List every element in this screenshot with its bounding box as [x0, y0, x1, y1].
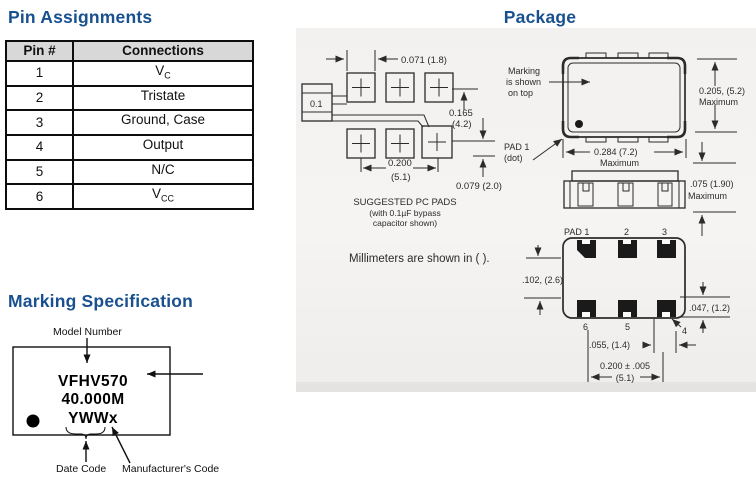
pad1-dot — [575, 120, 583, 128]
dim-body-width — [563, 139, 686, 168]
pin-connection: Tristate — [73, 86, 253, 111]
pin-connection: Output — [73, 135, 253, 160]
table-row — [6, 184, 253, 209]
marking-spec-drawing — [0, 318, 260, 485]
pin-connection: $V_{CC}$ — [73, 184, 253, 209]
pin-number: 4 — [6, 135, 73, 160]
model-number-text: VFHV570 — [58, 373, 128, 390]
castellation-tabs — [586, 53, 668, 142]
pin-assignments-title: Pin Assignments — [8, 7, 153, 27]
frequency-text: 40.000M — [61, 391, 125, 408]
date-mfr-code-text: YWWx — [68, 410, 118, 427]
svg-text:6: 6 — [583, 322, 589, 332]
pin-assignments-table — [5, 40, 254, 210]
svg-text:.075 (1.90): .075 (1.90) — [690, 179, 734, 189]
svg-text:2: 2 — [624, 227, 630, 237]
capacitor-trace-bottom — [332, 115, 429, 127]
manufacturer-code-arrow — [112, 427, 130, 463]
table-row — [6, 160, 253, 185]
svg-text:PAD 1: PAD 1 — [504, 142, 530, 152]
bypass-capacitor — [302, 84, 332, 121]
svg-text:4: 4 — [682, 326, 688, 336]
pin1-dot — [27, 415, 40, 428]
pin-connection: N/C — [73, 160, 253, 185]
svg-text:Maximum: Maximum — [699, 97, 739, 107]
table-row — [6, 86, 253, 111]
svg-text:(with 0.1µF bypass: (with 0.1µF bypass — [369, 208, 441, 218]
pad1-note — [504, 139, 562, 163]
dim-pad-span — [588, 330, 663, 383]
dim-offset — [456, 156, 502, 192]
units-note: Millimeters are shown in ( ). — [349, 253, 490, 265]
svg-text:is shown: is shown — [506, 77, 542, 87]
svg-text:0.284 (7.2): 0.284 (7.2) — [594, 147, 638, 157]
svg-text:0.079 (2.0): 0.079 (2.0) — [456, 181, 502, 192]
svg-text:0.200 ± .005: 0.200 ± .005 — [600, 361, 650, 371]
subscript: CC — [161, 194, 174, 205]
table-row — [6, 110, 253, 135]
dim-pad-width — [326, 50, 447, 71]
pin-number: 3 — [6, 110, 73, 135]
svg-text:(5.1): (5.1) — [615, 373, 635, 383]
dim-row-gap — [522, 245, 563, 315]
svg-text:3: 3 — [662, 227, 668, 237]
svg-text:0.205, (5.2): 0.205, (5.2) — [699, 86, 746, 96]
svg-text:Maximum: Maximum — [600, 158, 640, 168]
svg-text:0.165: 0.165 — [449, 108, 473, 119]
package-side-view — [564, 142, 736, 236]
svg-text:on top: on top — [508, 88, 534, 98]
dim-side-height — [688, 142, 736, 236]
svg-text:(dot): (dot) — [504, 153, 523, 163]
side-pads — [578, 183, 672, 206]
dim-col-spacing — [361, 158, 438, 183]
pin-number: 2 — [6, 86, 73, 111]
pin-connection: $V_C$ — [73, 61, 253, 86]
marking-note — [506, 66, 590, 98]
package-bottom-view — [522, 227, 730, 383]
package-drawing — [296, 28, 756, 392]
svg-text:.055, (1.4): .055, (1.4) — [589, 340, 631, 350]
table-row — [6, 135, 253, 160]
package-top-view — [504, 53, 745, 168]
model-number-label: Model Number — [53, 326, 122, 338]
svg-text:(5.1): (5.1) — [391, 172, 411, 183]
capacitor-trace-top — [332, 96, 347, 104]
pin-number: 5 — [6, 160, 73, 185]
svg-text:.047, (1.2): .047, (1.2) — [689, 303, 731, 313]
table-header-row — [6, 41, 253, 61]
date-code-brace — [66, 427, 105, 439]
svg-text:0.200: 0.200 — [388, 158, 412, 169]
svg-text:Maximum: Maximum — [688, 191, 728, 201]
col-header-connections: Connections — [73, 41, 253, 61]
package-title: Package — [503, 7, 577, 27]
col-header-pin: Pin # — [6, 41, 73, 61]
dim-body-height — [695, 59, 745, 132]
capacitor-value-label: 0.1 — [310, 99, 323, 109]
pc-pads-drawing — [302, 50, 502, 228]
date-code-label: Date Code — [56, 463, 107, 475]
dim-pad-width — [589, 319, 696, 353]
pin-number: 1 — [6, 61, 73, 86]
svg-text:.102, (2.6): .102, (2.6) — [522, 275, 564, 285]
manufacturer-code-label: Manufacturer's Code — [122, 463, 220, 475]
svg-text:5: 5 — [625, 322, 631, 332]
dim-row-spacing — [449, 89, 495, 141]
table-row — [6, 61, 253, 86]
pin-connection: Ground, Case — [73, 110, 253, 135]
svg-text:(4.2): (4.2) — [452, 119, 472, 130]
bottom-pads — [577, 239, 676, 317]
subscript: C — [164, 70, 171, 81]
svg-text:PAD 1: PAD 1 — [564, 227, 590, 237]
svg-text:Marking: Marking — [508, 66, 541, 76]
pin-number: 6 — [6, 184, 73, 209]
svg-text:SUGGESTED PC PADS: SUGGESTED PC PADS — [353, 197, 457, 208]
svg-text:capacitor shown): capacitor shown) — [372, 218, 438, 228]
marking-specification-title: Marking Specification — [8, 291, 194, 311]
pc-pads-caption — [353, 197, 456, 228]
svg-text:0.071 (1.8): 0.071 (1.8) — [401, 55, 447, 66]
